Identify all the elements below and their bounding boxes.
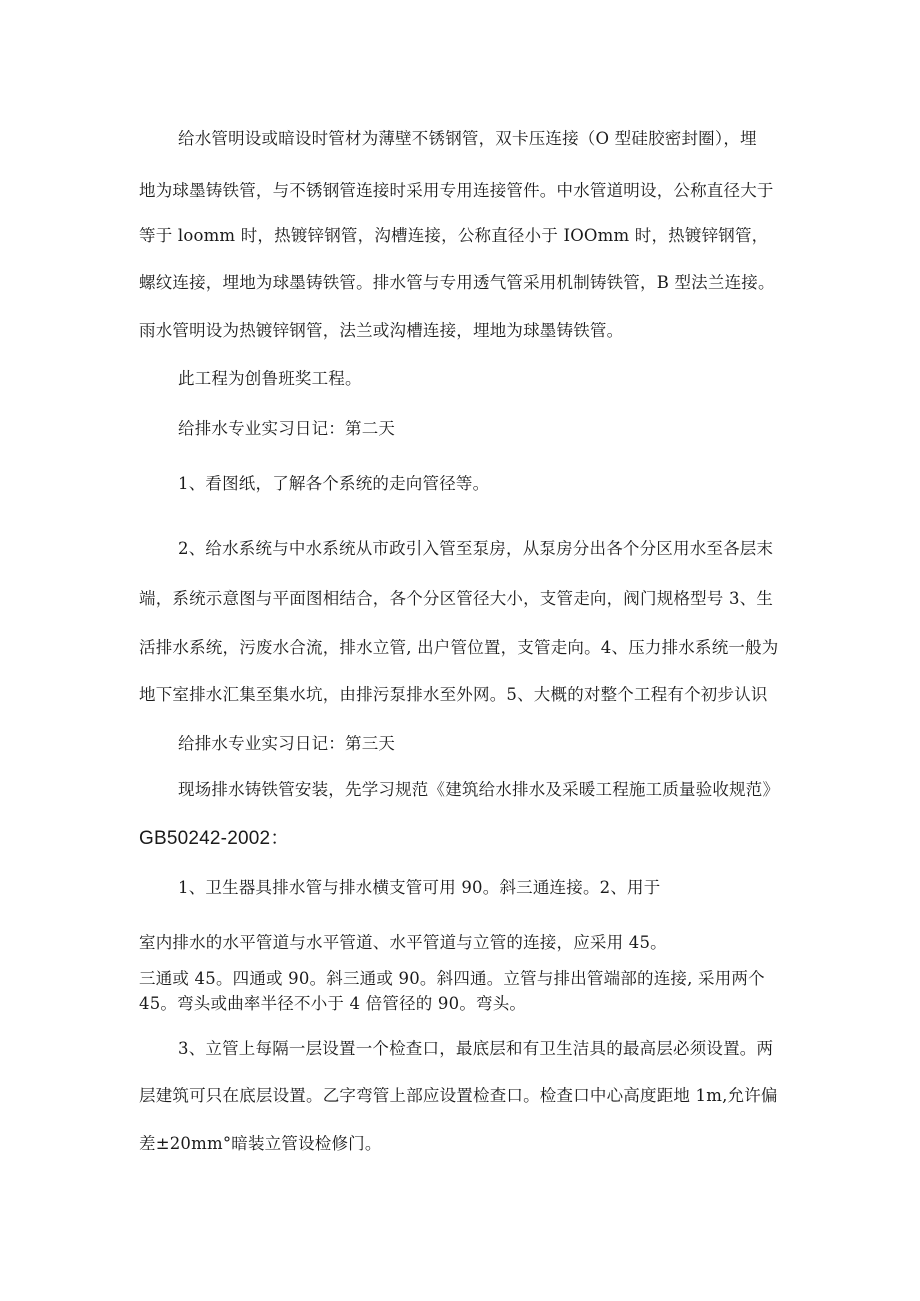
paragraph-line: 45。弯头或曲率半径不小于 4 倍管径的 90。弯头。 — [139, 994, 527, 1013]
paragraph-line: 现场排水铸铁管安装，先学习规范《建筑给水排水及采暖工程施工质量验收规范》 — [178, 780, 780, 799]
section-heading: 给排水专业实习日记：第二天 — [178, 419, 396, 438]
paragraph-line: 雨水管明设为热镀锌钢管，法兰或沟槽连接，埋地为球墨铸铁管。 — [139, 321, 624, 340]
paragraph-line: 三通或 45。四通或 90。斜三通或 90。斜四通。立管与排出管端部的连接, 采用两个 — [139, 969, 765, 988]
paragraph-line: 端，系统示意图与平面图相结合，各个分区管径大小，支管走向，阀门规格型号 3、生 — [139, 589, 774, 608]
paragraph-line: 室内排水的水平管道与水平管道、水平管道与立管的连接，应采用 45。 — [139, 933, 667, 952]
list-item: 1、卫生器具排水管与排水横支管可用 90。斜三通连接。2、用于 — [178, 878, 661, 897]
paragraph-line: 活排水系统，污废水合流，排水立管, 出户管位置，支管走向。4、压力排水系统一般为 — [139, 638, 779, 657]
paragraph-line: 地下室排水汇集至集水坑，由排污泵排水至外网。5、大概的对整个工程有个初步认识 — [139, 685, 768, 704]
paragraph-line: 层建筑可只在底层设置。乙字弯管上部应设置检查口。检查口中心高度距地 1m,允许偏 — [139, 1086, 778, 1105]
paragraph-line: 螺纹连接，埋地为球墨铸铁管。排水管与专用透气管采用机制铸铁管，B 型法兰连接。 — [139, 273, 775, 292]
list-item: 1、看图纸，了解各个系统的走向管径等。 — [178, 474, 490, 493]
paragraph-line: 此工程为创鲁班奖工程。 — [178, 369, 362, 388]
paragraph-line: 地为球墨铸铁管，与不锈钢管连接时采用专用连接管件。中水管道明设，公称直径大于 — [139, 181, 774, 200]
section-heading: 给排水专业实习日记：第三天 — [178, 734, 396, 753]
paragraph-line: 给水管明设或暗设时管材为薄壁不锈钢管，双卡压连接（O 型硅胶密封圈），埋 — [178, 129, 757, 148]
paragraph-line: 等于 loomm 时，热镀锌钢管，沟槽连接，公称直径小于 IOOmm 时，热镀锌钢管， — [139, 226, 769, 245]
paragraph-line: 差±20mm°暗装立管设检修门。 — [139, 1134, 382, 1153]
standard-code: GB50242-2002： — [139, 828, 290, 849]
paragraph-line: 2、给水系统与中水系统从市政引入管至泵房，从泵房分出各个分区用水至各层末 — [178, 539, 774, 558]
list-item: 3、立管上每隔一层设置一个检查口，最底层和有卫生洁具的最高层必须设置。两 — [178, 1039, 774, 1058]
